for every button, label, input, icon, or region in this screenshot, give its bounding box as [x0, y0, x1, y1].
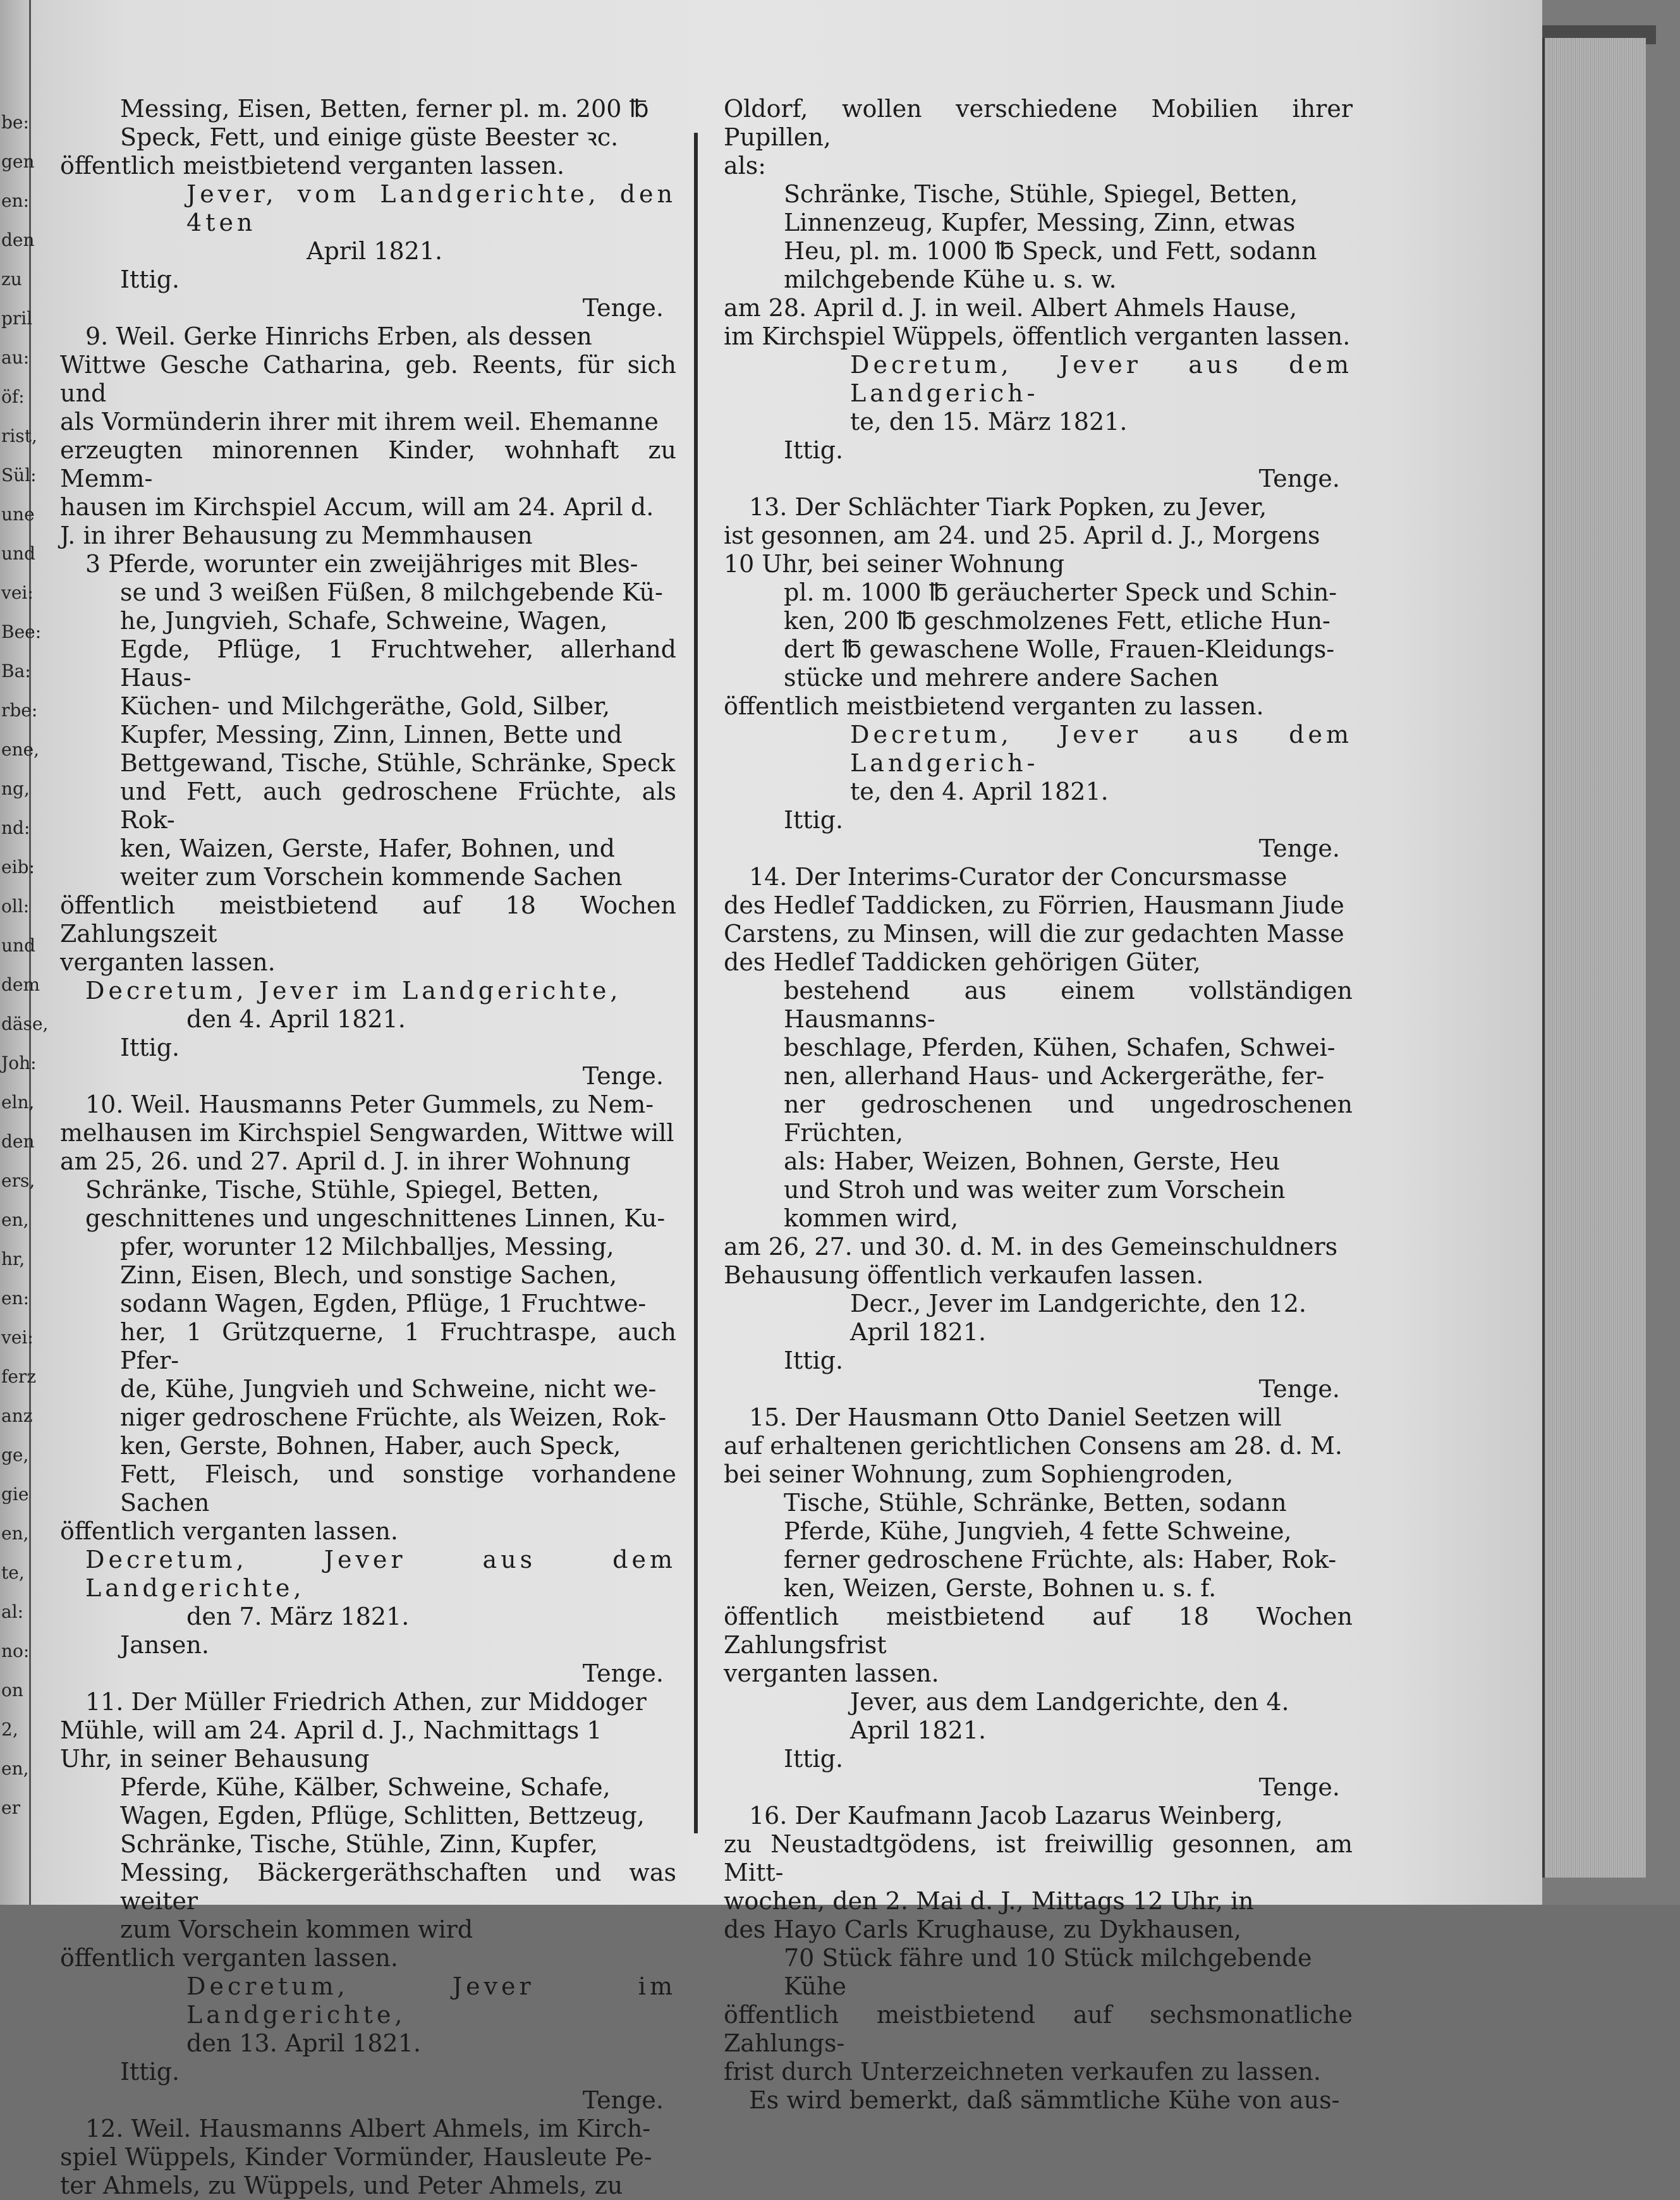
- previous-page-fragment: une: [1, 504, 35, 525]
- previous-page-fragment: gen: [1, 151, 35, 172]
- right-column-line: bei seiner Wohnung, zum Sophiengroden,: [724, 1460, 1234, 1488]
- left-column-line: April 1821.: [307, 237, 443, 265]
- right-column-line: ist gesonnen, am 24. und 25. April d. J., Morgens: [724, 522, 1320, 549]
- right-column-line: kommen wird,: [784, 1204, 959, 1232]
- right-column-line: Oldorf, wollen verschiedene Mobilien ihrer Pupillen,: [724, 95, 1353, 151]
- right-column-line: ken, Weizen, Gerste, Bohnen u. s. f.: [784, 1574, 1217, 1602]
- right-column-line: te, den 4. April 1821.: [850, 778, 1109, 805]
- previous-page-fragment: Joh:: [1, 1053, 37, 1073]
- previous-page-fragment: Sül:: [1, 465, 37, 486]
- right-column-line: zu Neustadtgödens, ist freiwillig gesonnen, am Mitt-: [724, 1830, 1353, 1886]
- left-column-line: her, 1 Grützquerne, 1 Fruchtraspe, auch Pfer-: [120, 1318, 676, 1374]
- left-column-line: Zinn, Eisen, Blech, und sonstige Sachen,: [120, 1261, 618, 1289]
- left-column-line: Speck, Fett, und einige güste Beester ꝛc.: [120, 123, 619, 151]
- right-column-line: 15. Der Hausmann Otto Daniel Seetzen will: [749, 1403, 1282, 1431]
- left-column-line: Ittig.: [120, 266, 180, 293]
- left-column-line: niger gedroschene Früchte, als Weizen, Rok-: [120, 1403, 667, 1431]
- right-column-line: Tenge.: [1258, 1773, 1340, 1801]
- right-column-line: des Hedlef Taddicken, zu Förrien, Hausmann Jiude: [724, 891, 1344, 919]
- right-column-line: milchgebende Kühe u. s. w.: [784, 266, 1117, 293]
- previous-page-margin: [0, 0, 49, 1905]
- previous-page-fragment: al:: [1, 1601, 24, 1622]
- previous-page-fragment: Ba:: [1, 661, 31, 681]
- previous-page-fragment: en:: [1, 190, 30, 211]
- previous-page-fragment: und: [1, 935, 35, 956]
- right-column-line: Decretum, Jever aus dem Landgerich-: [850, 721, 1353, 777]
- right-column-line: ferner gedroschene Früchte, als: Haber, Rok-: [784, 1546, 1337, 1574]
- left-column-line: zum Vorschein kommen wird: [120, 1916, 473, 1943]
- right-column-line: des Hedlef Taddicken gehörigen Güter,: [724, 948, 1201, 976]
- left-column-line: Wittwe Gesche Catharina, geb. Reents, für sich und: [60, 351, 676, 407]
- right-column-line: Linnenzeug, Kupfer, Messing, Zinn, etwas: [784, 209, 1296, 236]
- left-column-line: Tenge.: [582, 1659, 664, 1687]
- right-column: [724, 95, 1353, 2115]
- right-column-line: stücke und mehrere andere Sachen: [784, 664, 1219, 692]
- previous-page-fragment: dem: [1, 974, 40, 995]
- left-column-line: ter Ahmels, zu Wüppels, und Peter Ahmels, zu: [60, 2172, 623, 2199]
- left-column-line: geschnittenes und ungeschnittenes Linnen, Ku-: [85, 1204, 666, 1232]
- previous-page-fragment: vei:: [1, 1327, 33, 1348]
- left-column-line: Uhr, in seiner Behausung: [60, 1745, 370, 1773]
- right-column-line: Ittig.: [784, 1745, 844, 1773]
- left-column-line: J. in ihrer Behausung zu Memmhausen: [60, 522, 533, 549]
- right-column-line: Tische, Stühle, Schränke, Betten, sodann: [784, 1489, 1287, 1517]
- left-column-line: öffentlich meistbietend verganten lassen.: [60, 152, 565, 180]
- right-column-line: 16. Der Kaufmann Jacob Lazarus Weinberg,: [749, 1802, 1283, 1830]
- right-column-line: Tenge.: [1258, 1375, 1340, 1403]
- left-column-line: öffentlich meistbietend auf 18 Wochen Zahlungszeit: [60, 891, 676, 948]
- left-column-line: Decretum, Jever im Landgerichte,: [85, 977, 622, 1005]
- previous-page-fragment: rbe:: [1, 700, 38, 721]
- left-column-line: ken, Gerste, Bohnen, Haber, auch Speck,: [120, 1432, 621, 1460]
- previous-page-fragment: be:: [1, 112, 29, 133]
- left-column-line: de, Kühe, Jungvieh und Schweine, nicht we-: [120, 1375, 657, 1403]
- previous-page-fragment: en,: [1, 1209, 29, 1230]
- previous-page-fragment: Bee:: [1, 621, 42, 642]
- left-column-line: Decretum, Jever aus dem Landgerichte,: [85, 1546, 676, 1602]
- right-column-line: Ittig.: [784, 1347, 844, 1374]
- left-column-line: Egde, Pflüge, 1 Fruchtweher, allerhand Haus-: [120, 635, 676, 692]
- right-column-line: te, den 15. März 1821.: [850, 408, 1128, 436]
- previous-page-fragment: anz: [1, 1405, 33, 1426]
- previous-page-fragment: rist,: [1, 425, 37, 446]
- left-column-line: Fett, Fleisch, und sonstige vorhandene Sachen: [120, 1460, 676, 1517]
- right-column-line: Schränke, Tische, Stühle, Spiegel, Betten,: [784, 180, 1298, 208]
- column-divider: [694, 133, 698, 1833]
- right-column-line: Decretum, Jever aus dem Landgerich-: [850, 351, 1353, 407]
- left-column-line: als Vormünderin ihrer mit ihrem weil. Ehemanne: [60, 408, 659, 436]
- left-column-line: verganten lassen.: [60, 948, 276, 976]
- left-column-line: sodann Wagen, Egden, Pflüge, 1 Fruchtwe-: [120, 1290, 647, 1317]
- right-column-line: öffentlich meistbietend verganten zu lassen.: [724, 692, 1264, 720]
- left-column-line: den 7. März 1821.: [186, 1603, 410, 1630]
- previous-page-fragment: no:: [1, 1641, 30, 1661]
- right-column-line: April 1821.: [850, 1318, 987, 1346]
- left-column-line: 3 Pferde, worunter ein zweijähriges mit Bles-: [85, 550, 638, 578]
- previous-page-fragment: eib:: [1, 857, 35, 877]
- previous-page-fragment: oll:: [1, 896, 30, 917]
- right-column-line: Es wird bemerkt, daß sämmtliche Kühe von aus-: [749, 2086, 1340, 2114]
- right-column-line: 14. Der Interims-Curator der Concursmasse: [749, 863, 1287, 891]
- left-column-line: spiel Wüppels, Kinder Vormünder, Hausleute Pe-: [60, 2143, 652, 2171]
- right-column-line: pl. m. 1000 ℔ geräucherter Speck und Schin-: [784, 578, 1337, 606]
- right-column-line: nen, allerhand Haus- und Ackergeräthe, fer-: [784, 1062, 1325, 1090]
- right-column-line: am 26, 27. und 30. d. M. in des Gemeinschuldners: [724, 1233, 1338, 1261]
- left-column-line: Tenge.: [582, 1062, 664, 1090]
- right-column-line: frist durch Unterzeichneten verkaufen zu lassen.: [724, 2058, 1321, 2086]
- previous-page-fragment: 2,: [1, 1719, 18, 1740]
- right-column-line: öffentlich meistbietend auf sechsmonatliche Zahlungs-: [724, 2001, 1353, 2057]
- right-column-line: am 28. April d. J. in weil. Albert Ahmels Hause,: [724, 294, 1298, 322]
- left-column-line: Wagen, Egden, Pflüge, Schlitten, Bettzeug,: [120, 1802, 645, 1830]
- right-column-line: Heu, pl. m. 1000 ℔ Speck, und Fett, sodann: [784, 237, 1317, 265]
- left-column-line: Ittig.: [120, 2058, 180, 2086]
- left-column-line: ken, Waizen, Gerste, Hafer, Bohnen, und: [120, 834, 615, 862]
- left-column-line: den 13. April 1821.: [186, 2029, 421, 2057]
- left-column-line: pfer, worunter 12 Milchballjes, Messing,: [120, 1233, 614, 1261]
- left-column: [60, 95, 676, 2200]
- left-column-line: he, Jungvieh, Schafe, Schweine, Wagen,: [120, 607, 608, 635]
- right-column-line: wochen, den 2. Mai d. J., Mittags 12 Uhr, in: [724, 1887, 1254, 1915]
- previous-page-fragment: den: [1, 1131, 35, 1152]
- previous-page-fragment: ferz: [1, 1366, 37, 1387]
- previous-page-fragment: te,: [1, 1562, 25, 1583]
- right-column-line: Ittig.: [784, 806, 844, 834]
- right-column-line: als: Haber, Weizen, Bohnen, Gerste, Heu: [784, 1147, 1281, 1175]
- previous-page-fragment: on: [1, 1680, 23, 1701]
- right-column-line: Kühe: [784, 1972, 846, 2000]
- right-column-line: dert ℔ gewaschene Wolle, Frauen-Kleidungs-: [784, 635, 1335, 663]
- previous-page-fragment: öf:: [1, 386, 25, 407]
- previous-page-fragment: ers,: [1, 1170, 35, 1191]
- right-column-line: Carstens, zu Minsen, will die zur gedachten Masse: [724, 920, 1344, 948]
- right-column-line: auf erhaltenen gerichtlichen Consens am 28. d. M.: [724, 1432, 1342, 1460]
- previous-page-fragment: en,: [1, 1758, 29, 1779]
- left-column-line: den 4. April 1821.: [186, 1005, 406, 1033]
- right-column-line: 10 Uhr, bei seiner Wohnung: [724, 550, 1065, 578]
- previous-page-fragment: en:: [1, 1288, 30, 1309]
- previous-page-fragment: au:: [1, 347, 30, 368]
- previous-page-fragment: nd:: [1, 817, 30, 838]
- right-column-line: Decr., Jever im Landgerichte, den 12.: [850, 1290, 1306, 1317]
- left-column-line: öffentlich verganten lassen.: [60, 1517, 398, 1545]
- left-column-line: Messing, Eisen, Betten, ferner pl. m. 200 ℔: [120, 95, 649, 123]
- previous-page-fragment: ene,: [1, 739, 40, 760]
- left-column-line: 12. Weil. Hausmanns Albert Ahmels, im Kirch-: [85, 2115, 651, 2142]
- left-column-line: 11. Der Müller Friedrich Athen, zur Middoger: [85, 1688, 647, 1716]
- right-column-line: verganten lassen.: [724, 1659, 939, 1687]
- right-column-line: April 1821.: [850, 1716, 987, 1744]
- left-column-line: melhausen im Kirchspiel Sengwarden, Wittwe will: [60, 1119, 674, 1147]
- right-column-line: als:: [724, 152, 767, 180]
- left-column-line: hausen im Kirchspiel Accum, will am 24. April d.: [60, 493, 654, 521]
- right-column-line: Pferde, Kühe, Jungvieh, 4 fette Schweine,: [784, 1517, 1292, 1545]
- previous-page-fragment: pril: [1, 308, 33, 329]
- previous-page-fragment: hr,: [1, 1249, 25, 1269]
- left-column-line: Pferde, Kühe, Kälber, Schweine, Schafe,: [120, 1773, 611, 1801]
- left-column-line: Jansen.: [120, 1631, 209, 1659]
- right-column-line: öffentlich meistbietend auf 18 Wochen Zahlungsfrist: [724, 1603, 1353, 1659]
- left-column-line: Schränke, Tische, Stühle, Spiegel, Betten,: [85, 1176, 600, 1204]
- left-column-line: Mühle, will am 24. April d. J., Nachmittags 1: [60, 1716, 602, 1744]
- left-column-line: Tenge.: [582, 2086, 664, 2114]
- left-column-line: und Fett, auch gedroschene Früchte, als Rok-: [120, 778, 676, 834]
- right-column-line: bestehend aus einem vollständigen Hausmanns-: [784, 977, 1353, 1033]
- right-column-line: 13. Der Schlächter Tiark Popken, zu Jever,: [749, 493, 1267, 521]
- previous-page-fragment: däse,: [1, 1013, 49, 1034]
- left-column-line: se und 3 weißen Füßen, 8 milchgebende Kü-: [120, 578, 663, 606]
- right-column-line: ner gedroschenen und ungedroschenen Früchten,: [784, 1091, 1353, 1147]
- book-page-edges: [1542, 38, 1646, 1878]
- right-column-line: im Kirchspiel Wüppels, öffentlich verganten lassen.: [724, 322, 1351, 350]
- left-column-line: Decretum, Jever im Landgerichte,: [186, 1972, 676, 2029]
- right-column-line: Behausung öffentlich verkaufen lassen.: [724, 1261, 1204, 1289]
- previous-page-fragment: den: [1, 229, 35, 250]
- previous-page-fragment: en,: [1, 1523, 29, 1544]
- right-column-line: Tenge.: [1258, 834, 1340, 862]
- previous-page-fragment: er: [1, 1797, 20, 1818]
- left-column-line: 9. Weil. Gerke Hinrichs Erben, als dessen: [85, 322, 592, 350]
- right-column-line: 70 Stück fähre und 10 Stück milchgebende: [784, 1944, 1312, 1972]
- right-column-line: ken, 200 ℔ geschmolzenes Fett, etliche Hun-: [784, 607, 1330, 635]
- left-column-line: öffentlich verganten lassen.: [60, 1944, 398, 1972]
- previous-page-fragment: eln,: [1, 1092, 35, 1113]
- left-column-line: Schränke, Tische, Stühle, Zinn, Kupfer,: [120, 1830, 598, 1858]
- previous-page-fragment: zu: [1, 269, 22, 290]
- left-column-line: am 25, 26. und 27. April d. J. in ihrer Wohnung: [60, 1147, 631, 1175]
- previous-page-fragment: vei:: [1, 582, 33, 603]
- left-column-line: Küchen- und Milchgeräthe, Gold, Silber,: [120, 692, 611, 720]
- previous-page-fragment: gie: [1, 1484, 29, 1505]
- right-column-line: Ittig.: [784, 436, 844, 464]
- right-column-line: Tenge.: [1258, 465, 1340, 492]
- left-column-line: Messing, Bäckergeräthschaften und was weiter: [120, 1859, 676, 1915]
- left-column-line: Bettgewand, Tische, Stühle, Schränke, Speck: [120, 749, 676, 777]
- right-column-line: Jever, aus dem Landgerichte, den 4.: [850, 1688, 1289, 1716]
- previous-page-fragment: ge,: [1, 1445, 29, 1465]
- right-column-line: des Hayo Carls Krughause, zu Dykhausen,: [724, 1916, 1242, 1943]
- left-column-line: Jever, vom Landgerichte, den 4ten: [186, 180, 676, 236]
- left-column-line: Ittig.: [120, 1034, 180, 1061]
- previous-page-fragment: ng,: [1, 778, 30, 799]
- right-column-line: und Stroh und was weiter zum Vorschein: [784, 1176, 1286, 1204]
- left-column-line: erzeugten minorennen Kinder, wohnhaft zu Memm-: [60, 436, 676, 492]
- right-column-line: beschlage, Pferden, Kühen, Schafen, Schwei-: [784, 1034, 1336, 1061]
- left-column-line: Tenge.: [582, 294, 664, 322]
- left-column-line: weiter zum Vorschein kommende Sachen: [120, 863, 623, 891]
- left-column-line: 10. Weil. Hausmanns Peter Gummels, zu Nem-: [85, 1091, 654, 1118]
- left-column-line: Kupfer, Messing, Zinn, Linnen, Bette und: [120, 721, 623, 749]
- previous-page-fragment: und: [1, 543, 35, 564]
